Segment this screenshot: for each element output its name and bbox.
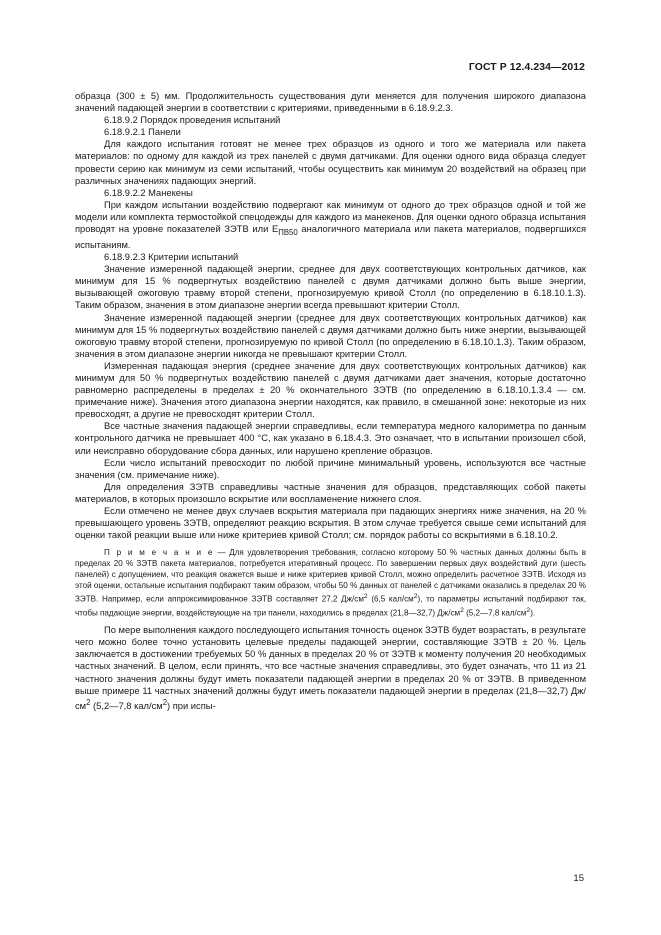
- paragraph-panels: Для каждого испытания готовят не менее трех образцов из одного и того же материала или пакета материалов: по одному для каждой из трех панелей с двумя датчиками. Для оценки одного вида образца следует провести серию как минимум из семи испытаний, чтобы осуществить как минимум 20 воздействий на образец при различных значениях падающих энергий.: [75, 139, 586, 186]
- paragraph-manikins-text: При каждом испытании воздействию подвергают как минимум от одного до трех образцов одной и той же модели или комплекта термостойкой спецодежды для каждого из манекенов. Для оценки одного образца испытания проводят на уровне показателей ЗЭТВ или E: [75, 199, 586, 235]
- note: П р и м е ч а н и е — Для удовлетворения требования, согласно которому 50 % частных данных должны быть в пределах 20 % ЗЭТВ пакета материалов, потребуется итеративный процесс. По завершении первых двух воздействий дуги (шесть панелей) с допущением, что реакция окажется выше и ниже критериев кривой Столл, можно определить расчетное ЗЭТВ. Исходя из этой оценки, остальные испытания подбирают таким образом, чтобы 50 % данных от панелей с датчиками оказались в пределах 20 % ЗЭТВ. Например, если аппроксимированное ЗЭТВ составляет 27,2 $Дж/см^2$ (6,5 кал/$см^2$), то параметры испытаний подбирают так, чтобы падающие энергии, воздействующие на три панели, находились в пределах (21,8—32,7) $Дж/см^2$ (5,2—7,8 кал/$см^2$).: [75, 548, 586, 618]
- paragraph-manikins-tail: аналогичного материала или пакета материалов, подвергшихся испытаниям.: [75, 224, 587, 250]
- subscript-pv50: ПВ50: [278, 227, 298, 237]
- note-label: П р и м е ч а н и е: [104, 548, 214, 558]
- paragraph-criteria-5: Если число испытаний превосходит по любой причине минимальный уровень, используются все частные значения (см. примечание ниже).: [75, 457, 586, 480]
- paragraph-criteria-1: Значение измеренной падающей энергии, среднее для двух соответствующих контрольных датчиков, как минимум для 15 % подвергнутых воздействию панелей с двумя датчиками должно быть выше энергии, вызывающей ожоговую травму второй степени, прогнозируемую кривой Столл (по определению в 6.18.10.1.3). Таким образом, значения в этом диапазоне энергии всегда превышают критерии Столл.: [75, 264, 586, 311]
- document-code: ГОСТ Р 12.4.234—2012: [468, 62, 585, 73]
- paragraph-criteria-7: Если отмечено не менее двух случаев вскрытия материала при падающих энергиях ниже значения, на 20 % превышающего уровень ЗЭТВ, определяют реакцию вскрытия. В этом случае требуется свыше семи испытаний для оценки такой реакции выше или ниже критериев кривой Столл; см. порядок работы со вскрытиями в 6.18.10.2.: [75, 506, 586, 541]
- heading-6-18-9-2-1: 6.18.9.2.1 Панели: [104, 127, 181, 138]
- heading-6-18-9-2: 6.18.9.2 Порядок проведения испытаний: [104, 115, 281, 126]
- paragraph-manikins: [75, 199, 586, 251]
- paragraph-criteria-2: Значение измеренной падающей энергии (среднее для двух соответствующих контрольных датчиков) как минимум для 15 % подвергнутых воздействию панелей с двумя датчиками должно быть ниже энергии, вызывающей ожоговую травму второй степени, прогнозируемую по кривой Столл (по определению в 6.18.10.1.3). Таким образом, значения в этом диапазоне энергии никогда не превышают критерии Столл.: [75, 312, 586, 359]
- page-number: 15: [573, 873, 584, 884]
- paragraph-criteria-4: Все частные значения падающей энергии справедливы, если температура медного калориметра по данным контрольного датчика не превышает 400 °С, как указано в 6.18.4.3. Это означает, что в испытании произошел сбой, или неисправно оборудование сбора данных, или нарушено крепление образцов.: [75, 421, 586, 456]
- paragraph-final: По мере выполнения каждого последующего испытания точность оценок ЗЭТВ будет возрастать, в результате чего можно более точно установить целевые пределы падающей энергии, составляющие ЗЭТВ ± 20 %. Цель заключается в достижении требуемых 50 % данных в пределах 20 % от ЗЭТВ к моменту получения 20 необходимых частных значений. В целом, если принять, что все частные значения справедливы, это будет означать, что 11 из 21 частного значения должны будут иметь показатели падающей энергии в пределах 20 % от ЗЭТВ. В приведенном выше примере 11 частных значений должны будут иметь показатели падающей энергии в пределах (21,8—32,7) $Дж/см^2$ (5,2—7,8 кал/$см^2$) при испы-: [75, 625, 586, 711]
- paragraph-intro: образца (300 ± 5) мм. Продолжительность существования дуги меняется для получения широкого диапазона значений падающей энергии в соответствии с критериями, приведенными в 6.18.9.2.3.: [75, 91, 586, 114]
- body-text: [75, 90, 586, 712]
- paragraph-criteria-3: Измеренная падающая энергия (среднее значение для двух соответствующих контрольных датчиков) как минимум для 50 % подвергнутых воздействию панелей с двумя датчиками дает значения, которые достаточно равномерно распределены в пределах ± 20 % окончательного ЗЭТВ (по определению в 6.18.10.1.3.4 — см. примечание ниже). Значения этого диапазона энергии находятся, как правило, в смешанной зоне: некоторые из них превосходят, а другие не превосходят критерии Столл.: [75, 360, 586, 420]
- heading-6-18-9-2-3: 6.18.9.2.3 Критерии испытаний: [104, 252, 239, 263]
- paragraph-criteria-6: Для определения ЗЭТВ справедливы частные значения для образцов, представляющих собой пакеты материалов, в которых произошло вскрытие или воспламенение нижнего слоя.: [75, 481, 586, 504]
- heading-6-18-9-2-2: 6.18.9.2.2 Манекены: [104, 187, 193, 198]
